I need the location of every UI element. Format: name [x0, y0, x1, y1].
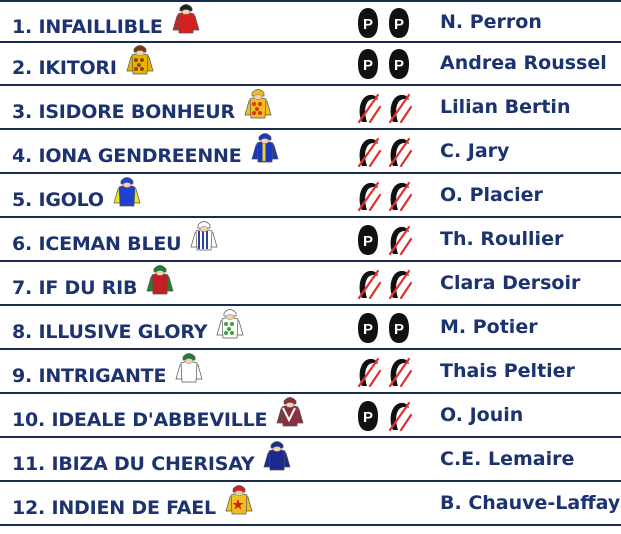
runner-name: [12, 351, 206, 392]
jockey-name[interactable]: Andrea Roussel: [440, 52, 607, 74]
shoeing-indicator: [356, 224, 416, 256]
jockey-silk-icon: [172, 349, 206, 400]
barefoot-icon: [387, 7, 411, 39]
runner-row[interactable]: [0, 0, 621, 43]
runner-name: [12, 439, 294, 480]
svg-text:P: P: [393, 16, 405, 33]
shoeing-indicator: [356, 356, 416, 388]
barefoot-icon: [356, 224, 380, 256]
runner-row[interactable]: [0, 307, 621, 350]
barefoot-icon: [356, 312, 380, 344]
shoeing-indicator: [356, 7, 416, 39]
runner-row[interactable]: [0, 395, 621, 438]
shod-crossed-icon: [387, 224, 411, 256]
jockey-silk-icon: [187, 217, 221, 268]
runner-name-text: 1. INFAILLIBLE: [12, 16, 163, 38]
runner-name-text: 6. ICEMAN BLEU: [12, 233, 182, 255]
barefoot-icon: [356, 7, 380, 39]
runner-name: [12, 87, 275, 128]
shod-crossed-icon: [356, 136, 380, 168]
jockey-name[interactable]: C. Jary: [440, 140, 510, 162]
svg-text:P: P: [393, 57, 405, 74]
jockey-silk-icon: [123, 41, 157, 92]
runner-name: [12, 395, 307, 436]
jockey-name[interactable]: Th. Roullier: [440, 228, 564, 250]
runner-name: [12, 2, 203, 43]
shod-crossed-icon: [356, 92, 380, 124]
barefoot-icon: [356, 400, 380, 432]
runner-row[interactable]: [0, 175, 621, 218]
shod-crossed-icon: [387, 136, 411, 168]
runner-name-text: 5. IGOLO: [12, 189, 104, 211]
shoeing-indicator: [356, 400, 416, 432]
runner-name-text: 7. IF DU RIB: [12, 277, 138, 299]
shod-crossed-icon: [356, 356, 380, 388]
svg-text:P: P: [362, 57, 374, 74]
runner-row[interactable]: [0, 43, 621, 86]
jockey-silk-icon: [260, 437, 294, 488]
jockey-silk-icon: [143, 261, 177, 312]
barefoot-icon: [356, 48, 380, 80]
runner-row[interactable]: [0, 131, 621, 174]
runner-row[interactable]: [0, 439, 621, 482]
shod-crossed-icon: [356, 268, 380, 300]
jockey-name[interactable]: Thais Peltier: [440, 360, 575, 382]
shod-crossed-icon: [356, 180, 380, 212]
barefoot-icon: [387, 48, 411, 80]
runner-name-text: 8. ILLUSIVE GLORY: [12, 321, 208, 343]
runner-name-text: 3. ISIDORE BONHEUR: [12, 101, 235, 123]
svg-text:P: P: [362, 321, 374, 338]
jockey-silk-icon: [110, 173, 144, 224]
runner-name: [12, 263, 177, 304]
jockey-name[interactable]: M. Potier: [440, 316, 538, 338]
shoeing-indicator: [356, 136, 416, 168]
runner-name: [12, 175, 144, 216]
runner-name-text: 10. IDEALE D'ABBEVILLE: [12, 409, 268, 431]
runner-name-text: 12. INDIEN DE FAEL: [12, 497, 216, 519]
shod-crossed-icon: [387, 356, 411, 388]
runner-name: [12, 307, 247, 348]
runner-name: [12, 43, 157, 84]
jockey-name[interactable]: C.E. Lemaire: [440, 448, 575, 470]
runner-name-text: 4. IONA GENDREENNE: [12, 145, 242, 167]
shoeing-indicator: [356, 312, 416, 344]
svg-text:P: P: [362, 16, 374, 33]
runner-name-text: 2. IKITORI: [12, 57, 117, 79]
svg-text:P: P: [362, 409, 374, 426]
shod-crossed-icon: [387, 92, 411, 124]
runner-row[interactable]: [0, 483, 621, 526]
jockey-silk-icon: [248, 129, 282, 180]
jockey-name[interactable]: Clara Dersoir: [440, 272, 581, 294]
svg-text:P: P: [393, 321, 405, 338]
runner-row[interactable]: [0, 219, 621, 262]
runner-row[interactable]: [0, 263, 621, 306]
jockey-name[interactable]: N. Perron: [440, 11, 542, 33]
shoeing-indicator: [356, 268, 416, 300]
runner-name: [12, 219, 221, 260]
shod-crossed-icon: [387, 268, 411, 300]
jockey-silk-icon: [213, 305, 247, 356]
jockey-name[interactable]: B. Chauve-Laffay: [440, 492, 621, 514]
shod-crossed-icon: [387, 400, 411, 432]
runner-row[interactable]: [0, 351, 621, 394]
runner-name-text: 9. INTRIGANTE: [12, 365, 167, 387]
runner-row[interactable]: [0, 87, 621, 130]
shoeing-indicator: [356, 180, 416, 212]
shoeing-indicator: [356, 48, 416, 80]
jockey-name[interactable]: O. Placier: [440, 184, 543, 206]
jockey-name[interactable]: Lilian Bertin: [440, 96, 571, 118]
runner-name: [12, 483, 256, 524]
runner-name-text: 11. IBIZA DU CHERISAY: [12, 453, 255, 475]
jockey-silk-icon: [222, 481, 256, 532]
shod-crossed-icon: [387, 180, 411, 212]
barefoot-icon: [387, 312, 411, 344]
shoeing-indicator: [356, 92, 416, 124]
jockey-name[interactable]: O. Jouin: [440, 404, 524, 426]
runner-name: [12, 131, 282, 172]
svg-text:P: P: [362, 233, 374, 250]
